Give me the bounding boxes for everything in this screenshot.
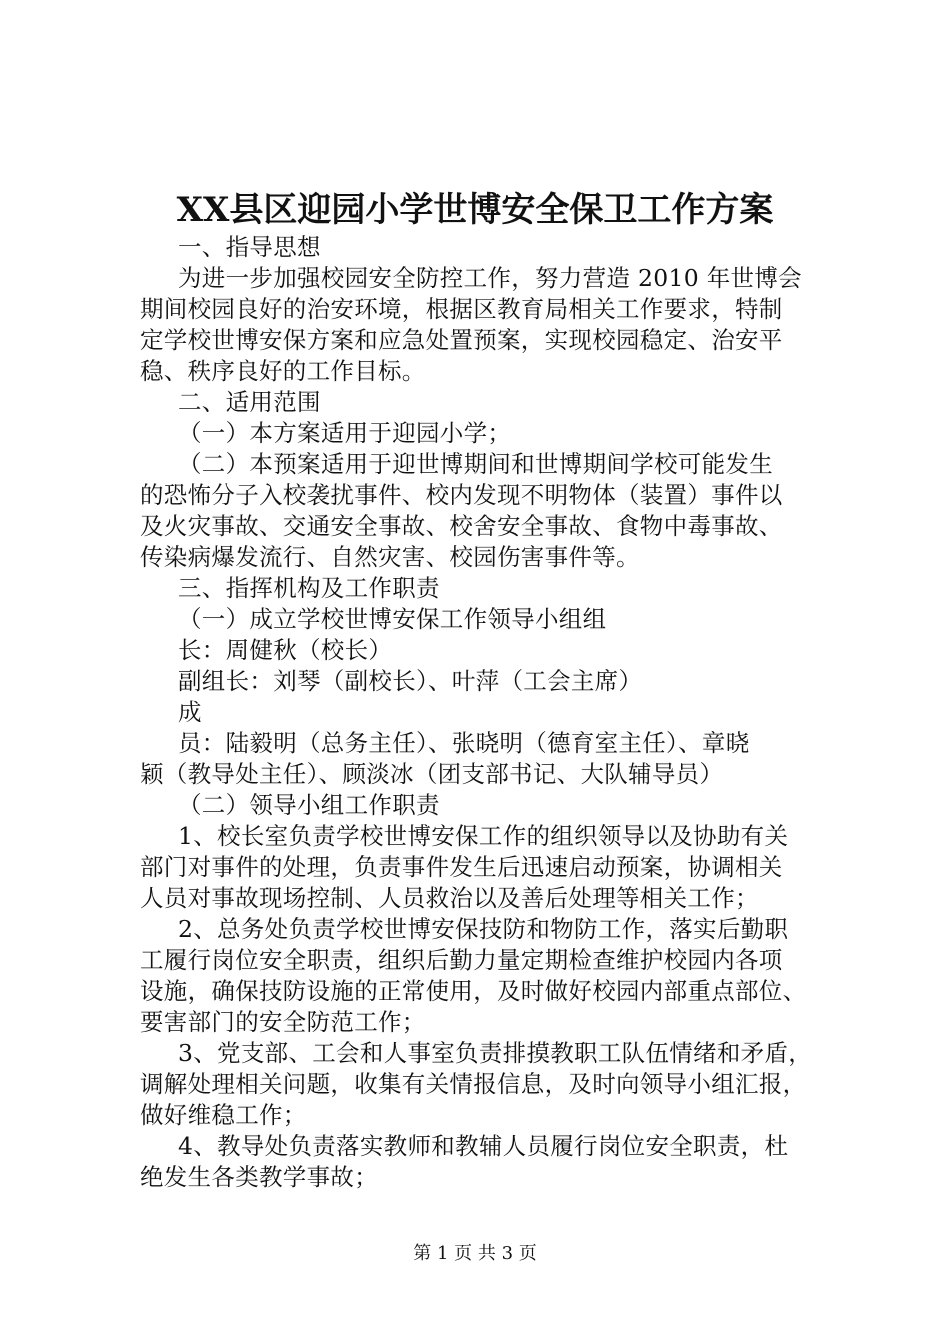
paragraph-line: 副组长：刘琴（副校长）、叶萍（工会主席） <box>178 667 643 695</box>
paragraph-line: 设施，确保技防设施的正常使用，及时做好校园内部重点部位、 <box>140 977 807 1005</box>
paragraph-line: （一）本方案适用于迎园小学； <box>178 419 512 447</box>
paragraph-line: 为进一步加强校园安全防控工作，努力营造 2010 年世博会 <box>178 264 802 292</box>
paragraph-line: 调解处理相关问题，收集有关情报信息，及时向领导小组汇报， <box>140 1070 807 1098</box>
paragraph-line: 要害部门的安全防范工作； <box>140 1008 426 1036</box>
document-body <box>140 232 840 1193</box>
paragraph-line: 成 <box>178 698 202 726</box>
paragraph-line: 人员对事故现场控制、人员救治以及善后处理等相关工作； <box>140 884 759 912</box>
paragraph-line: （一）成立学校世博安保工作领导小组组 <box>178 605 607 633</box>
paragraph-line: （二）本预案适用于迎世博期间和世博期间学校可能发生 <box>178 450 773 478</box>
paragraph-line: 员：陆毅明（总务主任）、张晓明（德育室主任）、章晓 <box>178 729 750 757</box>
paragraph-line: 工履行岗位安全职责，组织后勤力量定期检查维护校园内各项 <box>140 946 783 974</box>
paragraph-line: 稳、秩序良好的工作目标。 <box>140 357 426 385</box>
paragraph-line: 颖（教导处主任）、顾淡冰（团支部书记、大队辅导员） <box>140 760 724 788</box>
paragraph-line: （二）领导小组工作职责 <box>178 791 440 819</box>
paragraph-line: 部门对事件的处理，负责事件发生后迅速启动预案，协调相关 <box>140 853 783 881</box>
section-heading: 二、适用范围 <box>178 388 321 416</box>
paragraph-line: 2、总务处负责学校世博安保技防和物防工作，落实后勤职 <box>178 915 789 943</box>
paragraph-line: 做好维稳工作； <box>140 1101 307 1129</box>
paragraph-line: 绝发生各类教学事故； <box>140 1163 378 1191</box>
paragraph-line: 传染病爆发流行、自然灾害、校园伤害事件等。 <box>140 543 640 571</box>
section-heading: 三、指挥机构及工作职责 <box>178 574 440 602</box>
page-footer: 第 1 页 共 3 页 <box>413 1243 537 1264</box>
paragraph-line: 及火灾事故、交通安全事故、校舍安全事故、食物中毒事故、 <box>140 512 783 540</box>
paragraph-line: 1、校长室负责学校世博安保工作的组织领导以及协助有关 <box>178 822 789 850</box>
document-title: XX县区迎园小学世博安全保卫工作方案 <box>176 190 774 230</box>
paragraph-line: 期间校园良好的治安环境，根据区教育局相关工作要求，特制 <box>140 295 783 323</box>
paragraph-line: 长：周健秋（校长） <box>178 636 393 664</box>
paragraph-line: 4、教导处负责落实教师和教辅人员履行岗位安全职责，杜 <box>178 1132 789 1160</box>
paragraph-line: 的恐怖分子入校袭扰事件、校内发现不明物体（装置）事件以 <box>140 481 783 509</box>
paragraph-line: 定学校世博安保方案和应急处置预案，实现校园稳定、治安平 <box>140 326 783 354</box>
paragraph-line: 3、党支部、工会和人事室负责排摸教职工队伍情绪和矛盾， <box>178 1039 813 1067</box>
section-heading: 一、指导思想 <box>178 233 321 261</box>
